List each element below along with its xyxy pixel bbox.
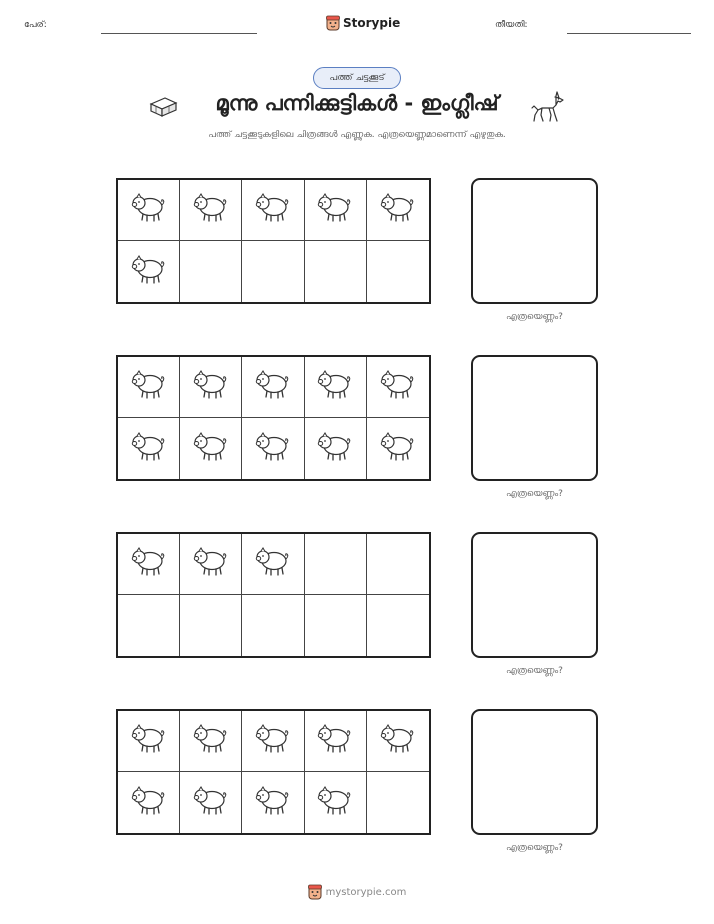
answer-box-3[interactable] [471, 532, 598, 658]
wolf-icon [530, 88, 566, 124]
brand-name: Storypie [343, 16, 401, 30]
frame-cell [305, 357, 367, 418]
frame-cell [305, 772, 367, 833]
frame-cell [118, 241, 180, 302]
frame-cell [242, 180, 304, 241]
pig-icon [253, 429, 293, 469]
pig-icon [191, 190, 231, 230]
frame-cell [367, 357, 429, 418]
frame-cell [180, 772, 242, 833]
frame-cell [118, 711, 180, 772]
name-label: പേര്: [24, 20, 47, 30]
pig-icon [315, 367, 355, 407]
ten-frame-2 [116, 355, 431, 481]
answer-label-1: എത്രയെണ്ണം? [506, 312, 563, 322]
frame-cell [305, 241, 367, 302]
frame-cell [305, 711, 367, 772]
pig-icon [378, 721, 418, 761]
frame-cell [118, 534, 180, 595]
pig-icon [315, 429, 355, 469]
frame-cell [242, 711, 304, 772]
pig-icon [253, 367, 293, 407]
pig-icon [129, 190, 169, 230]
name-line [101, 33, 257, 34]
worksheet-title-row [0, 91, 714, 116]
storypie-mascot-icon [326, 15, 340, 31]
answer-label-4: എത്രയെണ്ണം? [506, 843, 563, 853]
date-line [567, 33, 691, 34]
pig-icon [378, 367, 418, 407]
pig-icon [191, 367, 231, 407]
pig-icon [191, 721, 231, 761]
frame-cell [180, 357, 242, 418]
pig-icon [253, 721, 293, 761]
pig-icon [129, 429, 169, 469]
frame-cell [367, 711, 429, 772]
pig-icon [191, 544, 231, 584]
footer [0, 884, 714, 900]
ten-frame-3 [116, 532, 431, 658]
frame-cell [180, 180, 242, 241]
pig-icon [191, 429, 231, 469]
frame-cell [180, 241, 242, 302]
brand [326, 15, 400, 31]
worksheet-type-badge: പത്ത് ചട്ടക്കൂട് [313, 67, 401, 89]
pig-icon [315, 190, 355, 230]
frame-cell [118, 595, 180, 656]
frame-cell [305, 180, 367, 241]
answer-box-2[interactable] [471, 355, 598, 481]
frame-cell [242, 241, 304, 302]
answer-label-3: എത്രയെണ്ണം? [506, 666, 563, 676]
frame-cell [118, 418, 180, 479]
frame-cell [180, 534, 242, 595]
frame-cell [242, 534, 304, 595]
frame-cell [242, 357, 304, 418]
frame-cell [242, 418, 304, 479]
pig-icon [315, 721, 355, 761]
pig-icon [129, 721, 169, 761]
answer-label-2: എത്രയെണ്ണം? [506, 489, 563, 499]
worksheet-instructions: പത്ത് ചട്ടക്കൂടുകളിലെ ചിത്രങ്ങൾ എണ്ണുക. എത്രയെണ്ണമാണെന്ന് എഴുതുക. [208, 130, 506, 140]
pig-icon [378, 429, 418, 469]
frame-cell [367, 534, 429, 595]
frame-cell [305, 534, 367, 595]
frame-cell [180, 711, 242, 772]
frame-cell [367, 418, 429, 479]
pig-icon [129, 544, 169, 584]
frame-cell [367, 241, 429, 302]
answer-box-1[interactable] [471, 178, 598, 304]
ten-frame-4 [116, 709, 431, 835]
pig-icon [253, 544, 293, 584]
worksheet-title: മൂന്നു പന്നിക്കുട്ടികൾ - ഇംഗ്ലീഷ് [215, 91, 499, 115]
date-label: തീയതി: [495, 20, 528, 30]
frame-cell [367, 595, 429, 656]
storypie-mascot-icon [308, 884, 322, 900]
frame-cell [118, 357, 180, 418]
pig-icon [191, 783, 231, 823]
frame-cell [367, 180, 429, 241]
frame-cell [118, 772, 180, 833]
frame-cell [367, 772, 429, 833]
pig-icon [378, 190, 418, 230]
frame-cell [180, 418, 242, 479]
frame-cell [305, 418, 367, 479]
worksheet-header [0, 14, 714, 38]
pig-icon [129, 367, 169, 407]
frame-cell [180, 595, 242, 656]
ten-frame-1 [116, 178, 431, 304]
frame-cell [305, 595, 367, 656]
frame-cell [118, 180, 180, 241]
pig-icon [129, 783, 169, 823]
frame-cell [242, 772, 304, 833]
pig-icon [253, 190, 293, 230]
answer-box-4[interactable] [471, 709, 598, 835]
pig-icon [129, 252, 169, 292]
footer-url: mystorypie.com [325, 886, 407, 898]
pig-icon [253, 783, 293, 823]
frame-cell [242, 595, 304, 656]
pig-icon [315, 783, 355, 823]
